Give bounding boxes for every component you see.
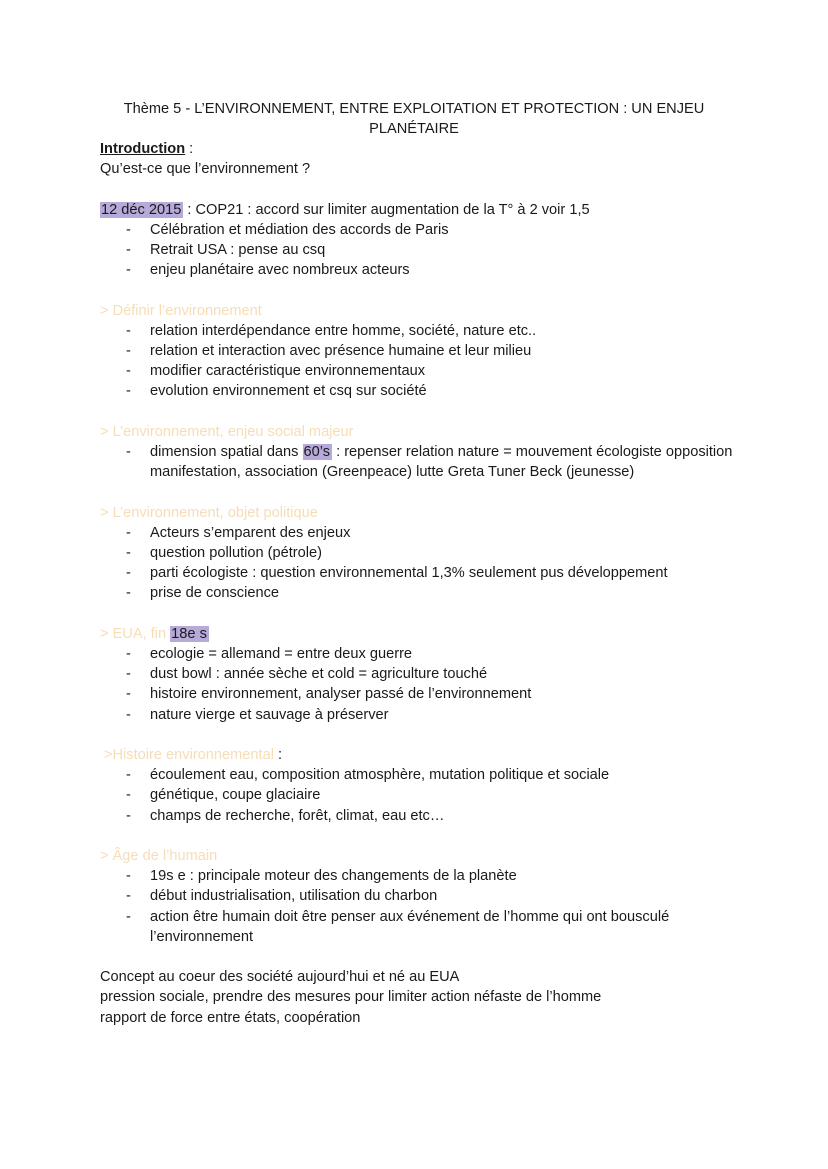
section-title-histoire-text: >Histoire environnemental xyxy=(104,747,274,763)
section-title-age-humain: > Âge de l’humain xyxy=(100,848,218,864)
intro-label-suffix: : xyxy=(185,141,194,157)
section-title-eua xyxy=(100,624,740,644)
intro-question: Qu’est-ce que l’environnement ? xyxy=(100,161,311,178)
cop21-date-highlight: 12 déc 2015 xyxy=(101,201,182,218)
cop21-text: : COP21 : accord sur limiter augmentation de la T° à 2 voir 1,5 xyxy=(183,201,590,218)
item-text-after: : repenser relation nature = mouvement écologiste opposition manifestation, association (Greenpeace) lutte Greta Tuner Beck (jeunesse) xyxy=(150,444,733,481)
section-title-objet-politique: > L’environnement, objet politique xyxy=(100,504,318,521)
list-item: - Retrait USA : pense au csq xyxy=(100,240,740,260)
sixties-highlight: 60’s xyxy=(303,444,331,460)
list-item: - génétique, coupe glaciaire xyxy=(100,785,740,805)
cop21-line xyxy=(100,200,740,220)
list-item: - action être humain doit être penser aux événement de l’homme qui ont bousculé l’environnement xyxy=(100,907,740,947)
list-item xyxy=(100,442,740,482)
conclusion-line: rapport de force entre états, coopération xyxy=(100,1009,361,1026)
list-item: - histoire environnement, analyser passé de l’environnement xyxy=(100,684,740,704)
list-item: - question pollution (pétrole) xyxy=(100,543,740,563)
list-item: - 19s e : principale moteur des changements de la planète xyxy=(100,866,740,886)
section-title-histoire-suffix: : xyxy=(273,747,283,763)
section-list-histoire xyxy=(100,765,740,826)
list-item: - parti écologiste : question environnemental 1,3% seulement pus développement xyxy=(100,563,740,583)
cop21-list xyxy=(100,220,740,281)
section-title-enjeu-social: > L’environnement, enjeu social majeur xyxy=(100,423,354,440)
list-item: - écoulement eau, composition atmosphère, mutation politique et sociale xyxy=(100,765,740,785)
section-list-enjeu-social xyxy=(100,442,740,482)
item-text-before: dimension spatial dans xyxy=(150,444,303,460)
section-list-age-humain xyxy=(100,866,740,947)
list-item: - relation et interaction avec présence humaine et leur milieu xyxy=(100,341,740,361)
list-item: - Célébration et médiation des accords de Paris xyxy=(100,220,740,240)
list-item: - champs de recherche, forêt, climat, eau etc… xyxy=(100,806,740,826)
section-title-definir: > Définir l’environnement xyxy=(100,302,262,319)
eighteenth-century-highlight: 18e s xyxy=(171,625,207,642)
section-list-objet-politique xyxy=(100,523,740,604)
intro-label: Introduction xyxy=(100,141,186,157)
list-item: - relation interdépendance entre homme, société, nature etc.. xyxy=(100,321,740,341)
section-title-histoire xyxy=(100,745,740,765)
section-title-eua-text: > EUA, fin xyxy=(100,625,171,642)
conclusion-line: Concept au coeur des société aujourd’hui et né au EUA xyxy=(100,969,460,986)
list-item: - dust bowl : année sèche et cold = agriculture touché xyxy=(100,664,740,684)
list-item: - enjeu planétaire avec nombreux acteurs xyxy=(100,260,740,280)
list-item: - ecologie = allemand = entre deux guerre xyxy=(100,644,740,664)
list-item: - nature vierge et sauvage à préserver xyxy=(100,705,740,725)
document-title: Thème 5 - L’ENVIRONNEMENT, ENTRE EXPLOITATION ET PROTECTION : UN ENJEU PLANÉTAIRE xyxy=(123,101,705,137)
list-item: - modifier caractéristique environnementaux xyxy=(100,361,740,381)
intro-heading xyxy=(100,139,740,159)
list-item: - prise de conscience xyxy=(100,583,740,603)
list-item: - Acteurs s’emparent des enjeux xyxy=(100,523,740,543)
list-item: - evolution environnement et csq sur société xyxy=(100,381,740,401)
section-list-definir xyxy=(100,321,740,402)
section-list-eua xyxy=(100,644,740,725)
conclusion-line: pression sociale, prendre des mesures pour limiter action néfaste de l’homme xyxy=(100,989,602,1006)
list-item: - début industrialisation, utilisation du charbon xyxy=(100,886,740,906)
document-body xyxy=(100,139,740,1028)
